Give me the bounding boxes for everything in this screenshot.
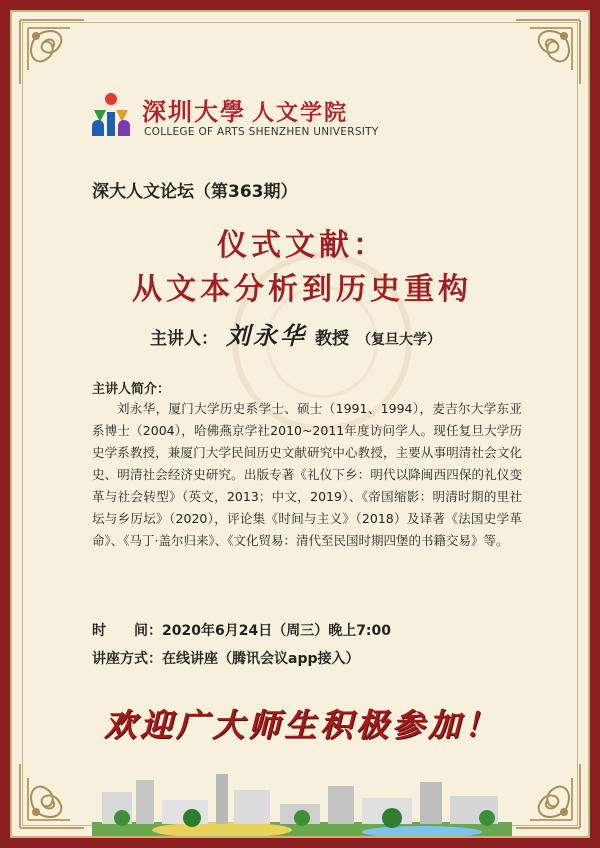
college-name-en: COLLEGE OF ARTS SHENZHEN UNIVERSITY — [144, 126, 379, 138]
bio-label: 主讲人简介： — [92, 382, 171, 397]
forum-title: 深大人文论坛（第363期） — [92, 182, 298, 202]
event-mode — [92, 648, 360, 668]
speaker-line — [150, 316, 441, 351]
lecture-title-line1: 仪式文献： — [217, 228, 387, 263]
speaker-name: 刘永华 — [226, 321, 307, 350]
university-logo — [86, 90, 396, 152]
university-name — [142, 92, 348, 127]
corner-ornament-icon — [490, 14, 586, 110]
mode-value: 在线讲座（腾讯会议app接入） — [162, 651, 360, 667]
speaker-rank: 教授 — [315, 329, 349, 349]
welcome-slogan: 欢迎广大师生积极参加！ — [103, 706, 500, 744]
time-value: 2020年6月24日（周三）晚上7:00 — [162, 623, 392, 639]
college-name-cn: 人文学院 — [252, 100, 349, 126]
event-time — [92, 620, 391, 640]
time-label: 时 间： — [92, 623, 162, 639]
poster-paper — [10, 10, 590, 838]
lecture-title-line2: 从文本分析到历史重构 — [132, 272, 472, 307]
speaker-bio: 刘永华，厦门大学历史系学士、硕士（1991、1994），麦吉尔大学东亚系博士（2004），哈佛燕京学社2010~2011年度访问学人。现任复旦大学历史学系教授，兼厦门大学民间历史文献研究中心教授，主要从事明清社会文化史、明清社会经济史研究。出版专著《礼仪下乡：明代以降闽西四保的礼仪变革与社会转型》（英文，2013；中文，2019）、《帝国缩影：明清时期的里社坛与乡厉坛》（2020），评论集《时间与主义》（2018）及译著《法国史学革命》、《马丁·盖尔归来》、《文化贸易：清代至民国时期四堡的书籍交易》等。 — [92, 401, 522, 548]
speaker-affiliation: （复旦大学） — [357, 332, 441, 348]
speaker-label: 主讲人： — [150, 329, 218, 349]
mode-label: 讲座方式： — [92, 651, 162, 667]
szu-logo-icon — [86, 90, 136, 140]
campus-illustration-icon — [92, 760, 512, 838]
university-name-cn: 深圳大學 — [142, 97, 246, 126]
